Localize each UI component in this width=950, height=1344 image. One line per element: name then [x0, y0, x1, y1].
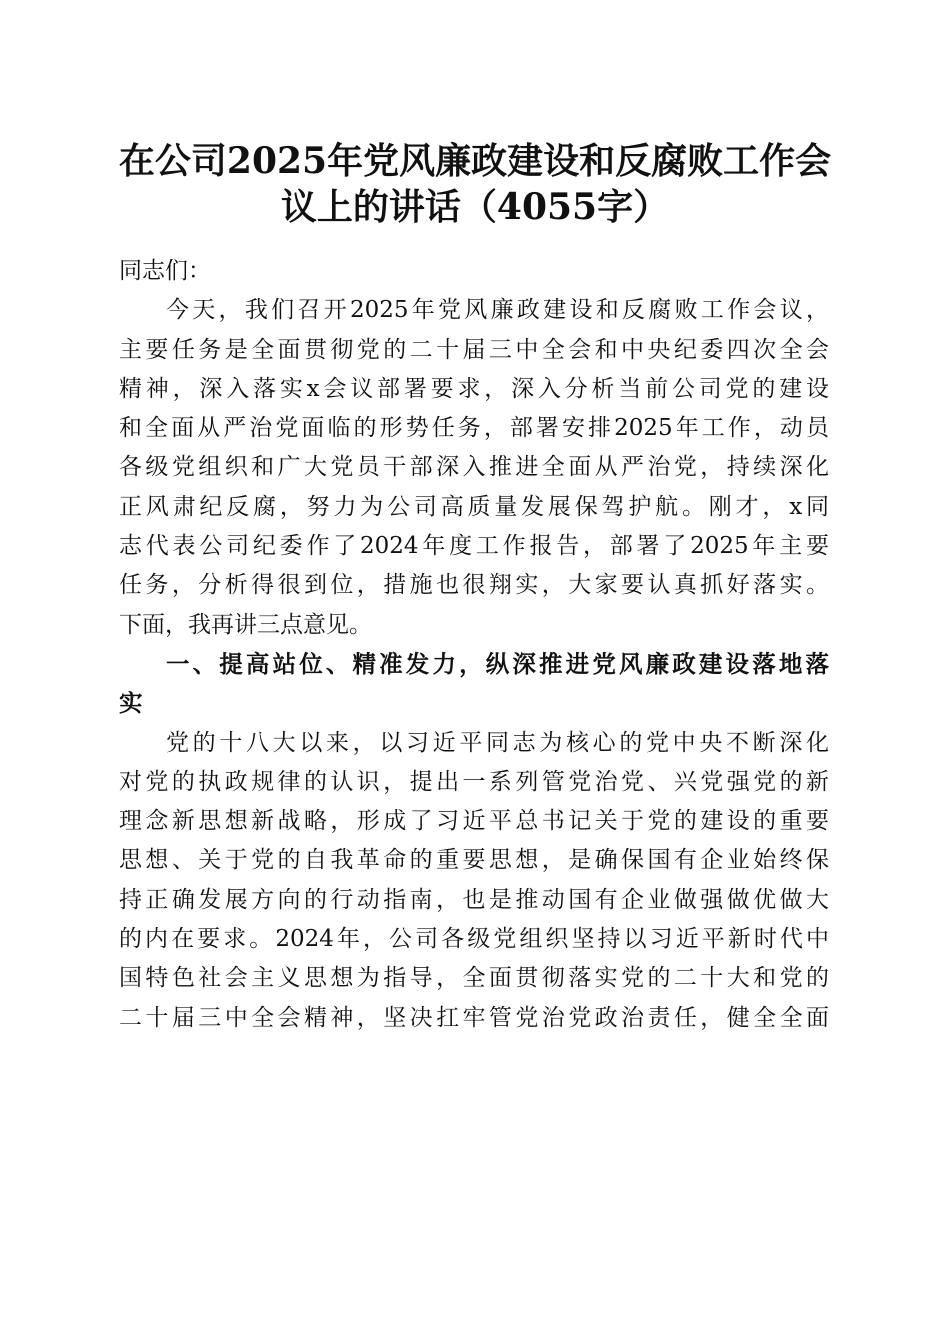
section-heading-1 — [119, 645, 829, 724]
paragraph-line: 持正确发展方向的行动指南，也是推动国有企业做强做优做大 — [119, 886, 829, 913]
paragraph-line: 二十届三中全会精神，坚决扛牢管党治党政治责任，健全全面 — [119, 1004, 829, 1031]
title-line-1: 在公司2025年党风廉政建设和反腐败工作会 — [118, 140, 832, 182]
paragraph-line: 精神，深入落实x会议部署要求，深入分析当前公司党的建设 — [119, 375, 829, 402]
paragraph-line: 国特色社会主义思想为指导，全面贯彻落实党的二十大和党的 — [119, 965, 829, 992]
paragraph-line: 的内在要求。2024年，公司各级党组织坚持以习近平新时代中 — [119, 926, 829, 953]
paragraph-line: 今天，我们召开2025年党风廉政建设和反腐败工作会议， — [166, 297, 829, 324]
paragraph-line: 和全面从严治党面临的形势任务，部署安排2025年工作，动员 — [119, 415, 829, 442]
paragraph-line: 主要任务是全面贯彻党的二十届三中全会和中央纪委四次全会 — [119, 336, 829, 363]
paragraph-2 — [119, 724, 829, 1038]
heading-line: 实 — [119, 689, 143, 718]
paragraph-line: 下面，我再讲三点意见。 — [119, 611, 372, 638]
paragraph-line: 各级党组织和广大党员干部深入推进全面从严治党，持续深化 — [119, 454, 829, 481]
document-title — [100, 138, 850, 230]
paragraph-line: 对党的执政规律的认识，提出一系列管党治党、兴党强党的新 — [119, 768, 829, 795]
paragraph-line: 思想、关于党的自我革命的重要思想，是确保国有企业始终保 — [119, 847, 829, 874]
paragraph-line: 任务，分析得很到位，措施也很翔实，大家要认真抓好落实。 — [119, 572, 829, 599]
title-line-2: 议上的讲话（4055字） — [280, 186, 670, 228]
paragraph-line: 正风肃纪反腐，努力为公司高质量发展保驾护航。刚才，x同 — [119, 493, 829, 520]
salutation: 同志们： — [119, 258, 211, 284]
document-body — [119, 252, 829, 1038]
paragraph-line: 志代表公司纪委作了2024年度工作报告，部署了2025年主要 — [119, 533, 829, 560]
paragraph-line: 党的十八大以来，以习近平同志为核心的党中央不断深化 — [166, 729, 829, 756]
paragraph-line: 理念新思想新战略，形成了习近平总书记关于党的建设的重要 — [119, 808, 829, 835]
paragraph-1 — [119, 291, 829, 645]
heading-line: 一、提高站位、精准发力，纵深推进党风廉政建设落地落 — [166, 649, 829, 678]
